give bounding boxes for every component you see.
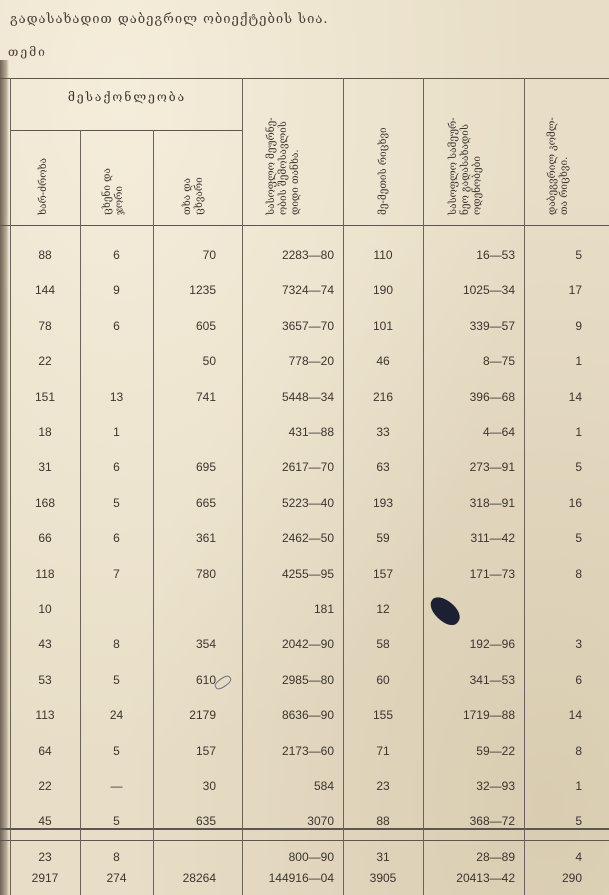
table-cell: 23 bbox=[376, 779, 390, 793]
totals-second-rule bbox=[0, 840, 609, 841]
table-cell: 5 bbox=[575, 460, 582, 474]
table-cell: 665 bbox=[195, 496, 216, 510]
table-cell: 9 bbox=[113, 283, 120, 297]
table-cell: 1235 bbox=[189, 283, 216, 297]
table-cell: 4 bbox=[575, 850, 582, 864]
table-cell: 14 bbox=[568, 708, 582, 722]
header-household-count: მე-მეთის რიცხვი bbox=[378, 127, 389, 215]
page-caption: გადასახადით დაბეგრილ ობიექტების სია. bbox=[10, 12, 329, 27]
col-divider-1 bbox=[10, 78, 11, 895]
table-cell: 311—42 bbox=[470, 531, 515, 545]
table-cell: 70 bbox=[202, 248, 216, 262]
totals-cell: 28264 bbox=[182, 871, 216, 885]
table-cell: 22 bbox=[38, 354, 52, 368]
table-cell: 151 bbox=[34, 390, 56, 404]
page-subcaption: თემი bbox=[8, 45, 47, 59]
table-cell: 6 bbox=[113, 248, 120, 262]
totals-cell: 274 bbox=[106, 871, 127, 885]
table-cell: 88 bbox=[376, 814, 390, 828]
table-cell: 17 bbox=[568, 283, 582, 297]
table-cell: 32—93 bbox=[476, 779, 515, 793]
table-cell: 5 bbox=[575, 814, 582, 828]
table-cell: 14 bbox=[568, 390, 582, 404]
table-cell: 24 bbox=[109, 708, 124, 722]
group-header-rule bbox=[10, 130, 242, 131]
table-cell: 28—89 bbox=[476, 850, 515, 864]
table-cell: 30 bbox=[202, 779, 216, 793]
header-bottom-rule bbox=[0, 225, 609, 226]
col-divider-7 bbox=[524, 78, 525, 895]
table-cell: 157 bbox=[195, 744, 216, 758]
table-cell: 368—72 bbox=[469, 814, 515, 828]
table-cell: 5 bbox=[113, 496, 120, 510]
table-cell: 101 bbox=[372, 319, 394, 333]
table-cell: 66 bbox=[38, 531, 52, 545]
pen-mark bbox=[213, 674, 233, 692]
table-cell: 13 bbox=[109, 390, 124, 404]
header-cattle: ხარ-ძროხა bbox=[38, 157, 49, 215]
table-cell: 318—91 bbox=[469, 496, 515, 510]
totals-cell: 20413—42 bbox=[456, 871, 515, 885]
table-cell: 88 bbox=[38, 248, 52, 262]
table-cell: 361 bbox=[195, 531, 216, 545]
table-cell: 12 bbox=[376, 602, 390, 616]
table-cell: 155 bbox=[372, 708, 394, 722]
table-cell: 5223—40 bbox=[281, 496, 334, 510]
table-cell: 6 bbox=[113, 460, 120, 474]
table-cell: 216 bbox=[372, 390, 394, 404]
totals-cell: 3905 bbox=[369, 871, 397, 885]
table-cell: 5 bbox=[113, 744, 120, 758]
ink-blot bbox=[425, 593, 464, 630]
table-cell: 181 bbox=[313, 602, 334, 616]
table-cell: 7324—74 bbox=[281, 283, 334, 297]
table-cell: 1025—34 bbox=[462, 283, 515, 297]
table-cell: 5 bbox=[575, 248, 582, 262]
table-cell: 71 bbox=[376, 744, 390, 758]
table-cell: 273—91 bbox=[469, 460, 515, 474]
table-cell: 8 bbox=[575, 744, 582, 758]
table-cell: 695 bbox=[195, 460, 216, 474]
table-cell: 190 bbox=[372, 283, 394, 297]
table-cell: 16 bbox=[568, 496, 582, 510]
table-cell: 6 bbox=[113, 531, 120, 545]
table-cell: 741 bbox=[195, 390, 216, 404]
table-cell: 46 bbox=[376, 354, 390, 368]
table-cell: 339—57 bbox=[469, 319, 515, 333]
table-cell: 2042—90 bbox=[281, 637, 334, 651]
totals-cell: 144916—04 bbox=[268, 871, 334, 885]
table-cell: 1 bbox=[575, 425, 582, 439]
table-cell: 118 bbox=[35, 567, 55, 581]
table-cell: 1719—88 bbox=[462, 708, 515, 722]
table-cell: 144 bbox=[34, 283, 56, 297]
table-cell: 63 bbox=[376, 460, 390, 474]
table-cell: 110 bbox=[373, 248, 393, 262]
table-cell: 8 bbox=[575, 567, 582, 581]
table-cell: 192—96 bbox=[469, 637, 515, 651]
totals-cell: 290 bbox=[561, 871, 582, 885]
table-cell: 18 bbox=[38, 425, 52, 439]
col-divider-4 bbox=[242, 78, 243, 895]
header-horses: ცხენი და ჯორი bbox=[102, 168, 125, 215]
table-top-rule bbox=[0, 78, 609, 79]
table-cell: 59 bbox=[376, 531, 390, 545]
table-cell: 2985—80 bbox=[281, 673, 334, 687]
table-cell: 157 bbox=[372, 567, 394, 581]
table-cell: — bbox=[110, 779, 123, 793]
table-cell: 31 bbox=[38, 460, 52, 474]
table-cell: 5448—34 bbox=[281, 390, 334, 404]
table-cell: 4255—95 bbox=[281, 567, 334, 581]
livestock-group-header: მესაქონლეობა bbox=[67, 90, 187, 104]
col-divider-3 bbox=[153, 130, 154, 895]
table-cell: 16—53 bbox=[476, 248, 515, 262]
table-cell: 9 bbox=[575, 319, 582, 333]
table-cell: 5 bbox=[113, 673, 120, 687]
table-cell: 31 bbox=[376, 850, 390, 864]
table-cell: 78 bbox=[38, 319, 52, 333]
table-cell: 5 bbox=[113, 814, 120, 828]
table-cell: 635 bbox=[195, 814, 216, 828]
table-cell: 7 bbox=[113, 567, 120, 581]
table-cell: 2173—60 bbox=[281, 744, 334, 758]
table-cell: 5 bbox=[575, 531, 582, 545]
table-cell: 2283—80 bbox=[281, 248, 334, 262]
table-cell: 43 bbox=[38, 637, 52, 651]
table-cell: 4—64 bbox=[482, 425, 515, 439]
table-cell: 1 bbox=[575, 779, 582, 793]
table-cell: 64 bbox=[38, 744, 52, 758]
table-cell: 431—88 bbox=[288, 425, 334, 439]
table-cell: 59—22 bbox=[476, 744, 515, 758]
table-cell: 8636—90 bbox=[281, 708, 334, 722]
table-cell: 1 bbox=[575, 354, 582, 368]
table-cell: 45 bbox=[38, 814, 52, 828]
table-cell: 33 bbox=[376, 425, 390, 439]
table-cell: 396—68 bbox=[469, 390, 515, 404]
table-cell: 780 bbox=[195, 567, 216, 581]
table-cell: 584 bbox=[313, 779, 334, 793]
binding-edge bbox=[0, 60, 9, 895]
table-cell: 171—73 bbox=[469, 567, 515, 581]
table-cell: 6 bbox=[113, 319, 120, 333]
table-cell: 53 bbox=[38, 673, 52, 687]
table-cell: 6 bbox=[575, 673, 582, 687]
totals-cell: 2917 bbox=[31, 871, 59, 885]
col-divider-6 bbox=[423, 78, 424, 895]
table-cell: 3070 bbox=[307, 814, 334, 828]
table-cell: 800—90 bbox=[288, 850, 334, 864]
table-cell: 22 bbox=[38, 779, 52, 793]
table-cell: 341—53 bbox=[469, 673, 515, 687]
col-divider-5 bbox=[343, 78, 344, 895]
table-cell: 168 bbox=[34, 496, 56, 510]
table-cell: 8—75 bbox=[482, 354, 515, 368]
table-cell: 3657—70 bbox=[281, 319, 334, 333]
table-cell: 778—20 bbox=[288, 354, 334, 368]
table-cell: 193 bbox=[372, 496, 394, 510]
table-cell: 605 bbox=[195, 319, 216, 333]
header-taxed-households: დაბეგვრილ კომლ- თა რიცხვი. bbox=[547, 117, 570, 215]
totals-top-rule bbox=[0, 828, 609, 830]
table-cell: 2179 bbox=[189, 708, 216, 722]
table-cell: 610 bbox=[195, 673, 216, 687]
table-cell: 113 bbox=[35, 708, 55, 722]
table-cell: 3 bbox=[575, 637, 582, 651]
header-farm-income: სასოფლო მეურნე- ობის შემოსავლის დიდი თანხა. bbox=[266, 117, 301, 215]
table-cell: 23 bbox=[38, 850, 52, 864]
table-cell: 60 bbox=[376, 673, 390, 687]
table-cell: 50 bbox=[202, 354, 216, 368]
table-cell: 58 bbox=[376, 637, 390, 651]
table-cell: 2462—50 bbox=[281, 531, 334, 545]
header-agricultural-tax: სასოფლო სამეურ- ნეო გადასახადის ოდენობები bbox=[448, 117, 483, 215]
table-cell: 10 bbox=[38, 602, 52, 616]
table-cell: 8 bbox=[113, 637, 120, 651]
table-cell: 8 bbox=[113, 850, 120, 864]
header-goats-sheep: თხა და ცხვარი bbox=[182, 177, 205, 215]
table-cell: 354 bbox=[195, 637, 216, 651]
table-cell: 1 bbox=[113, 425, 120, 439]
table-cell: 2617—70 bbox=[281, 460, 334, 474]
